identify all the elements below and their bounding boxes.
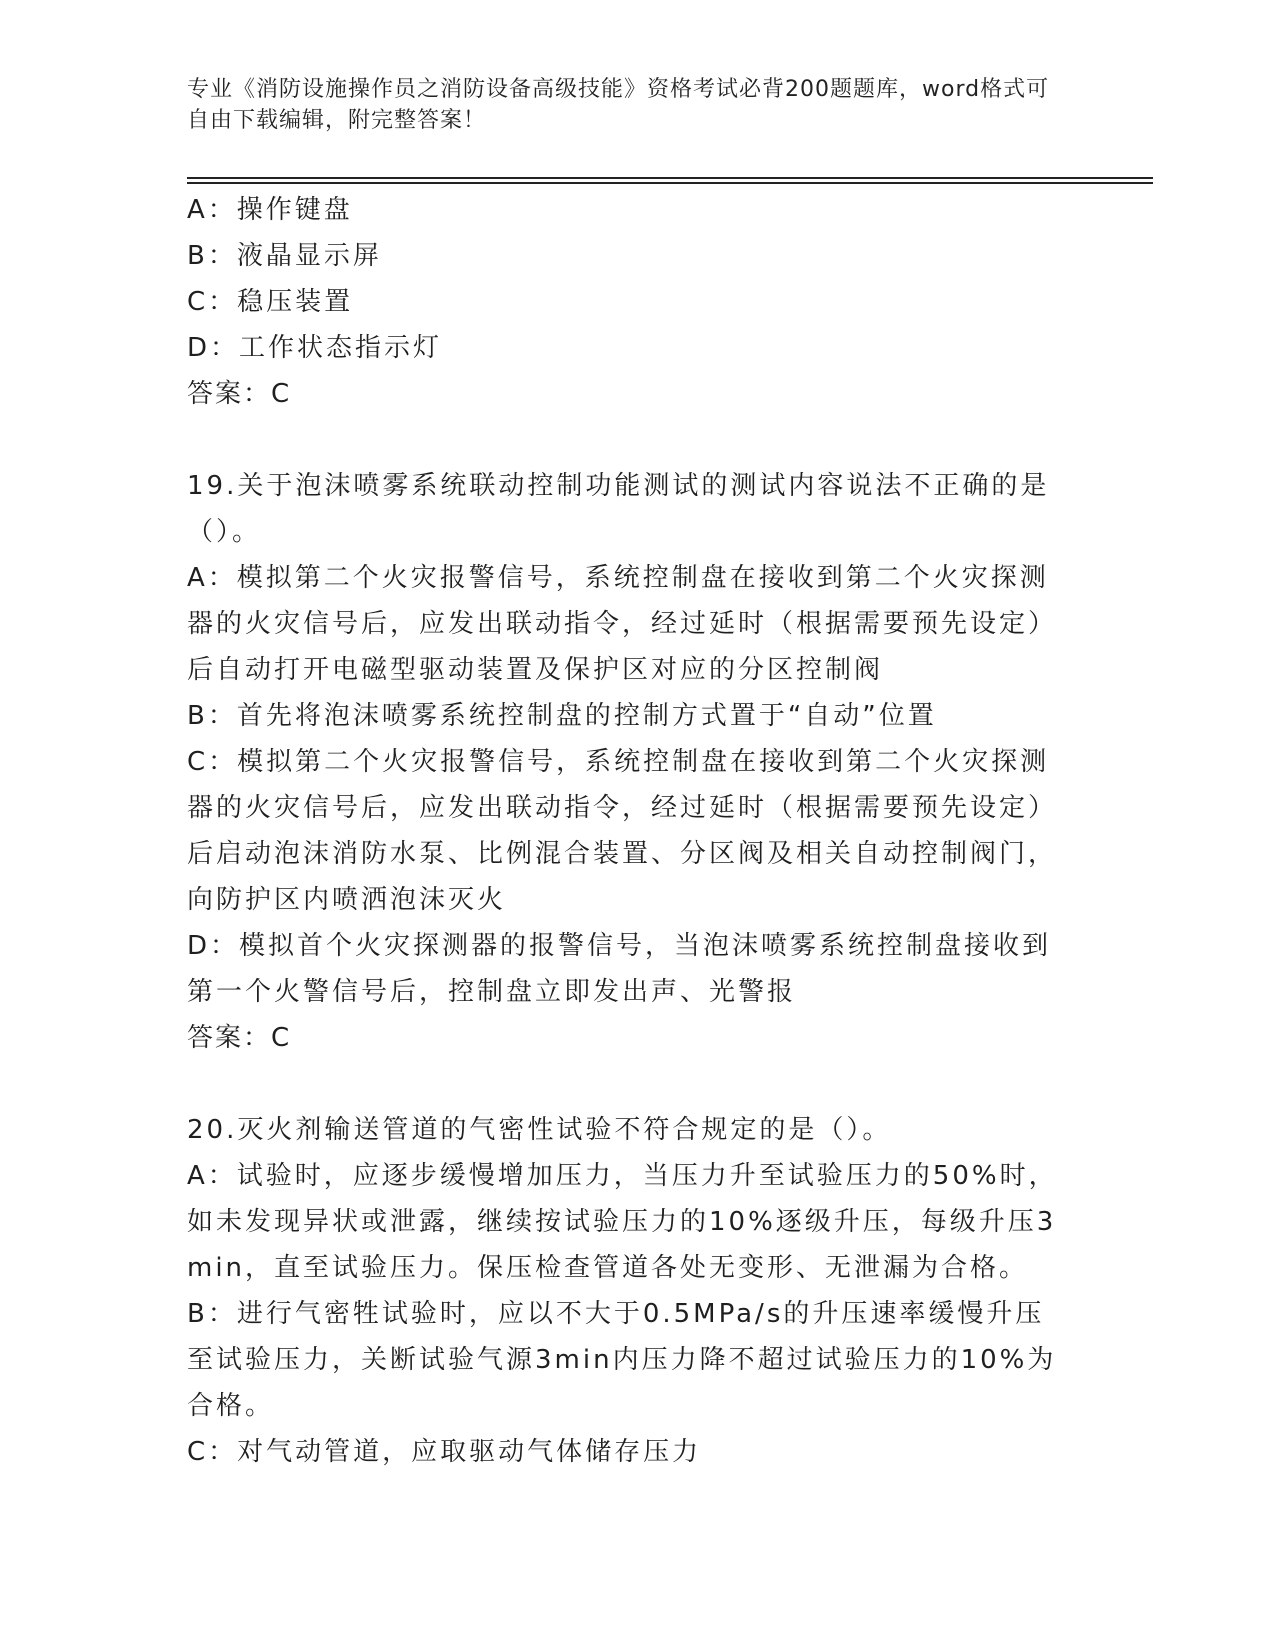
q19-question: 19.关于泡沫喷雾系统联动控制功能测试的测试内容说法不正确的是（）。 [187,471,1050,547]
spacer [187,417,1067,463]
q18-answer: 答案：C [187,379,292,409]
q18-option-d: D：工作状态指示灯 [187,333,443,363]
spacer [187,1061,1067,1107]
q19-answer: 答案：C [187,1023,292,1053]
document-header: 专业《消防设施操作员之消防设备高级技能》资格考试必背200题题库，word格式可自由下载编辑，附完整答案！ [187,77,1050,133]
q19-option-d: D：模拟首个火灾探测器的报警信号，当泡沫喷雾系统控制盘接收到第一个火警信号后，控制盘立即发出声、光警报 [187,931,1052,1007]
q20-option-b: B：进行气密牲试验时，应以不大于0.5MPa/s的升压速率缓慢升压至试验压力，关断试验气源3min内压力降不超过试验压力的10%为合格。 [187,1299,1057,1421]
q18-option-c: C：稳压装置 [187,287,354,317]
header-divider-top [187,177,1153,179]
q18-option-a: A：操作键盘 [187,195,353,225]
q18-option-b: B：液晶显示屏 [187,241,382,271]
q19-option-c: C：模拟第二个火灾报警信号，系统控制盘在接收到第二个火灾探测器的火灾信号后，应发出联动指令，经过延时（根据需要预先设定）后启动泡沫消防水泵、比例混合装置、分区阀及相关自动控制阀门，向防护区内喷洒泡沫灭火 [187,747,1058,915]
q20-option-c: C：对气动管道，应取驱动气体储存压力 [187,1437,702,1467]
question-content [187,187,1067,1475]
q20-option-a: A：试验时，应逐步缓慢增加压力，当压力升至试验压力的50%时，如未发现异状或泄露，继续按试验压力的10%逐级升压，每级升压3min，直至试验压力。保压检查管道各处无变形、无泄漏为合格。 [187,1161,1058,1283]
q19-option-b: B：首先将泡沫喷雾系统控制盘的控制方式置于“自动”位置 [187,701,937,731]
header-divider-bottom [187,182,1153,184]
q19-option-a: A：模拟第二个火灾报警信号，系统控制盘在接收到第二个火灾探测器的火灾信号后，应发出联动指令，经过延时（根据需要预先设定）后自动打开电磁型驱动装置及保护区对应的分区控制阀 [187,563,1058,685]
q20-question: 20.灭火剂输送管道的气密性试验不符合规定的是（）。 [187,1115,892,1145]
